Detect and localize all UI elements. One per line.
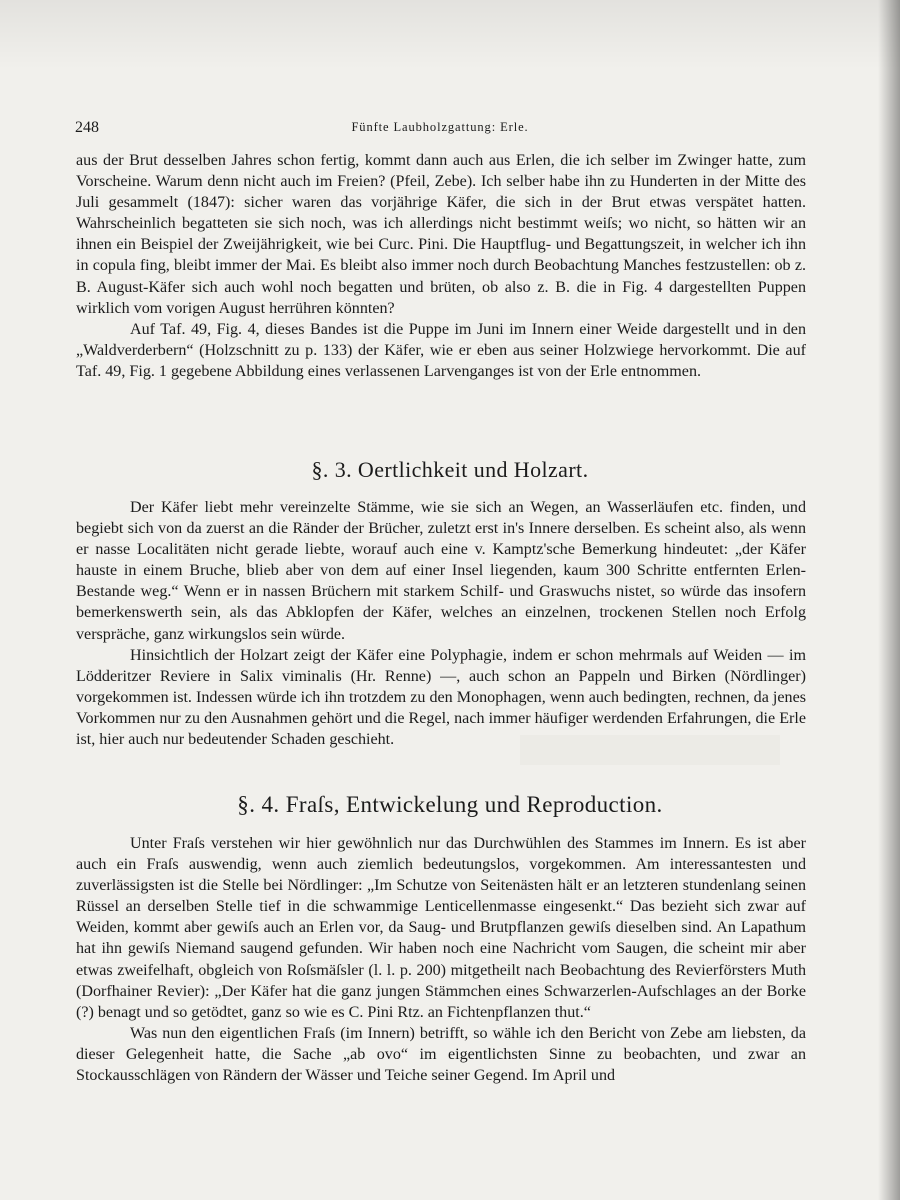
section-heading-4: §. 4. Fraſs, Entwickelung und Reproduction. xyxy=(237,792,663,817)
scan-edge-shadow xyxy=(878,0,900,1200)
paragraph: Was nun den eigentlichen Fraſs (im Innern) betrifft, so wähle ich den Bericht von Zebe am liebsten, da dieser Gelegenheit hatte, die Sache „ab ovo“ im eigentlichsten Sinne zu beobachten, und zwar an Stockausschlägen von Rändern der Wässer und Teiche seiner Gegend. Im April und xyxy=(76,1024,806,1085)
paragraph: Hinsichtlich der Holzart zeigt der Käfer eine Polyphagie, indem er schon mehrmals auf Weiden — im Lödderitzer Reviere in Salix viminalis (Hr. Renne) —, auch schon an Pappeln und Birken (Nördlinger) vorgekommen ist. Indessen würde ich ihn trotzdem zu den Monophagen, wenn auch bedingten, rechnen, da jenes Vorkommen nur zu den Ausnahmen gehört und die Regel, nach immer häufiger werdenden Erfahrungen, die Erle ist, hier auch nur bedeutender Schaden geschieht. xyxy=(76,646,806,749)
section-heading-3: §. 3. Oertlichkeit und Holzart. xyxy=(311,457,589,482)
paragraph: aus der Brut desselben Jahres schon fertig, kommt dann auch aus Erlen, die ich selber im Zwinger hatte, zum Vorscheine. Warum denn nicht auch im Freien? (Pfeil, Zebe). Ich selber habe ihn zu Hunderten in der Mitte des Juli gesammelt (1847): sicher waren das vorjährige Käfer, die sich in der Brut etwas verspätet hatten. Wahrscheinlich begatteten sie sich noch, was ich allerdings nicht bestimmt weiſs; wo nicht, so hätten wir an ihnen ein Beispiel der Zweijährigkeit, wie bei Curc. Pini. Die Hauptflug- und Begattungszeit, in welcher ich ihn in copula fing, bleibt immer der Mai. Es bleibt also immer noch durch Beobachtung Manches festzustellen: ob z. B. August-Käfer sich auch wohl noch begatten und brüten, ob also z. B. die in Fig. 4 dargestellten Puppen wirklich vom vorigen August herrühren könnten? xyxy=(76,152,806,317)
page-header xyxy=(75,119,805,139)
page-number: 248 xyxy=(75,119,99,136)
scan-top-shadow xyxy=(0,0,900,70)
section-4-text xyxy=(76,833,806,1086)
running-title: Fünfte Laubholzgattung: Erle. xyxy=(351,120,529,134)
paragraph: Der Käfer liebt mehr vereinzelte Stämme, wie sie sich an Wegen, an Wasserläufen etc. finden, und begiebt sich von da zuerst an die Ränder der Brücher, zuletzt erst in's Innere derselben. Es scheint also, als wenn er nasse Localitäten nicht gerade liebte, worauf auch eine v. Kamptz'sche Bemerkung hindeutet: „der Käfer hauste in einem Bruche, blieb aber von dem auf einer Insel liegenden, kaum 300 Schritte entfernten Erlen-Bestande weg.“ Wenn er in nassen Brüchern mit starkem Schilf- und Graswuchs nistet, so würde das insofern bemerkenswerth sein, als das Abklopfen der Käfer, welches an einzelnen, trockenen Stellen noch Erfolg verspräche, ganz wirkungslos sein würde. xyxy=(76,499,806,643)
intro-text xyxy=(76,150,806,382)
section-3-text xyxy=(76,497,806,750)
paragraph: Unter Fraſs verstehen wir hier gewöhnlich nur das Durchwühlen des Stammes im Innern. Es ist aber auch ein Fraſs auswendig, wenn auch ziemlich bedeutungslos, vorgekommen. Am interessantesten und zuverlässigsten ist die Stelle bei Nördlinger: „Im Schutze von Seitenästen hält er an letzteren stundenlang seinen Rüssel an derselben Stelle tief in die schwammige Lenticellenmasse eingesenkt.“ Das bezieht sich zwar auf Weiden, kommt aber gewiſs auch an Erlen vor, da Saug- und Brutpflanzen gewiſs dieselben sind. An Lapathum hat ihn gewiſs Niemand saugend gefunden. Wir haben noch eine Nachricht vom Saugen, die scheint mir aber etwas zweifelhaft, obgleich von Roſsmäſsler (l. l. p. 200) mitgetheilt nach Beobachtung des Revierförsters Muth (Dorfhainer Revier): „Der Käfer hat die ganz jungen Stämmchen eines Schwarzerlen-Aufschlages an der Borke (?) benagt und so getödtet, ganz so wie es C. Pini Rtz. an Fichtenpflanzen thut.“ xyxy=(76,835,806,1021)
paragraph: Auf Taf. 49, Fig. 4, dieses Bandes ist die Puppe im Juni im Innern einer Weide dargestellt und in den „Waldverderbern“ (Holzschnitt zu p. 133) der Käfer, wie er eben aus seiner Holzwiege hervorkommt. Die auf Taf. 49, Fig. 1 gegebene Abbildung eines verlassenen Larvenganges ist von der Erle entnommen. xyxy=(76,320,806,380)
